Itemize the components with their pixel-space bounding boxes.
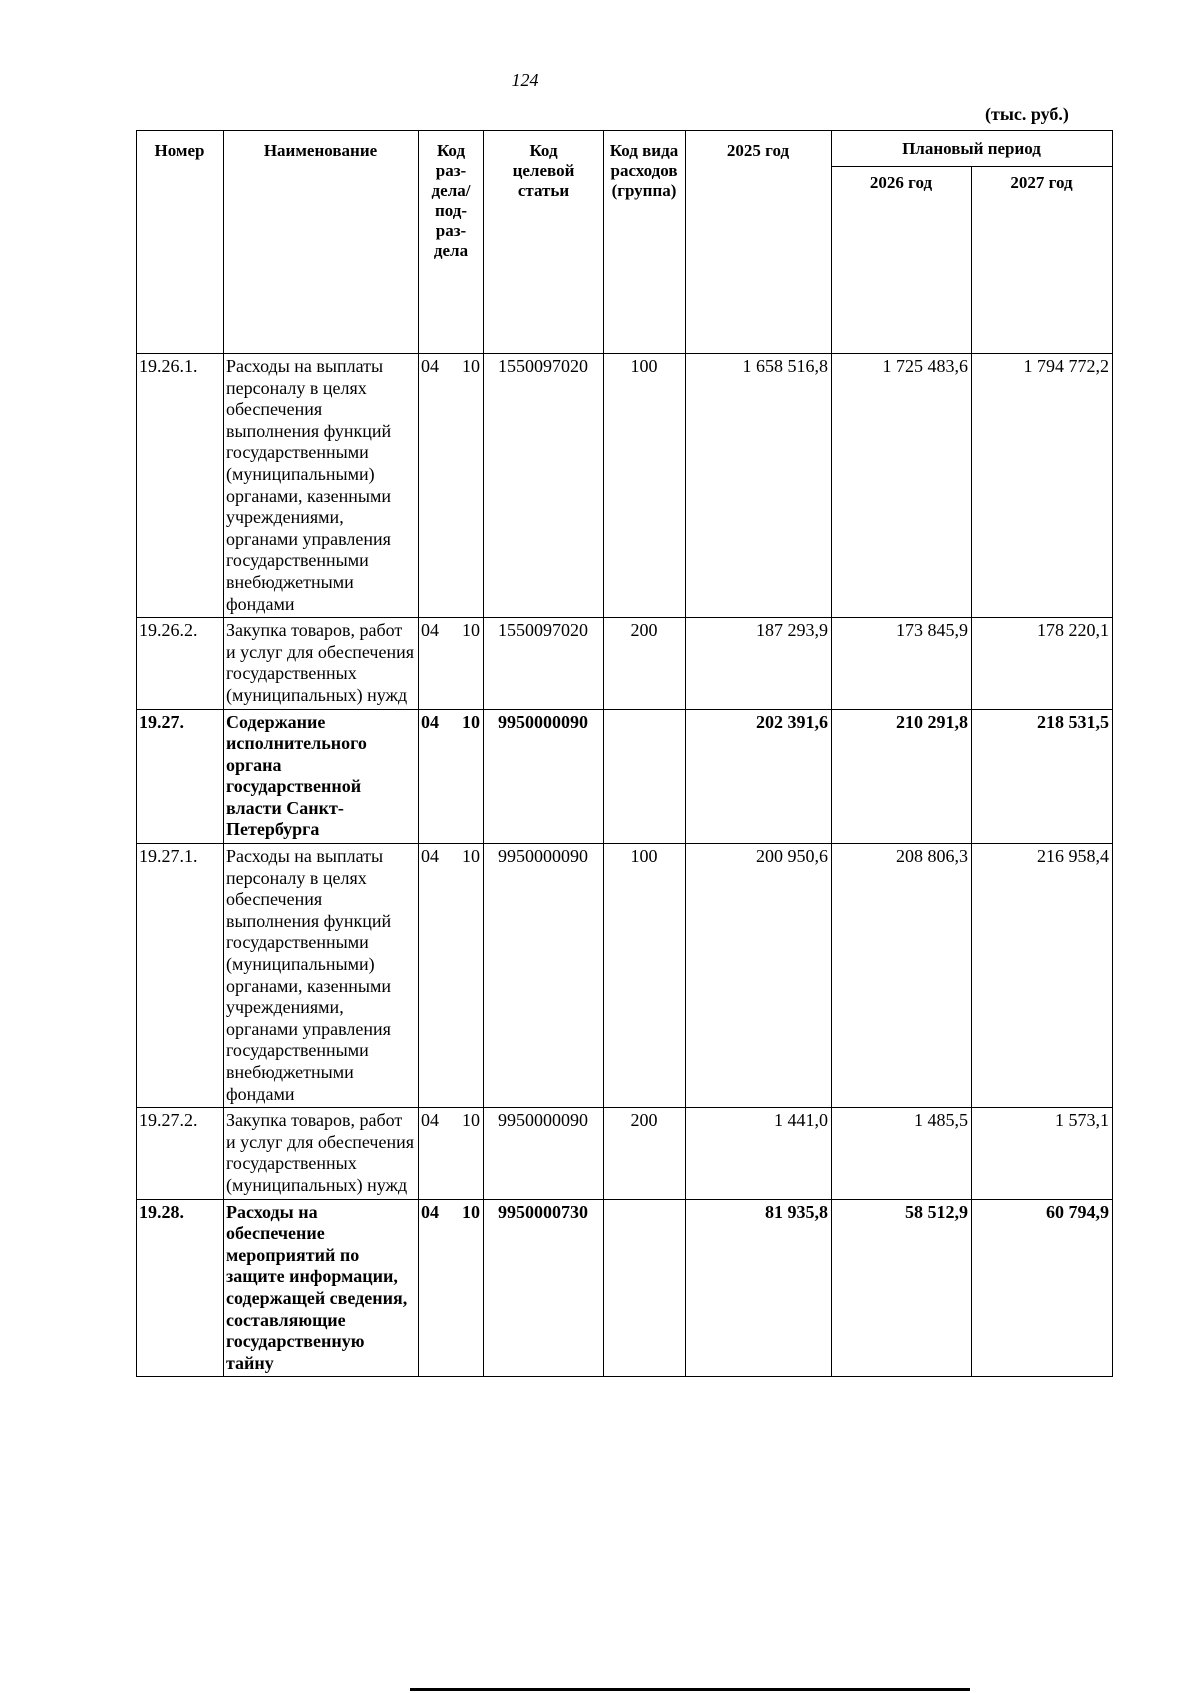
row-vr: 200	[604, 618, 686, 709]
row-nomer: 19.27.2.	[137, 1108, 224, 1199]
row-vr: 100	[604, 844, 686, 1108]
row-naim: Закупка товаров, работ и услуг для обеспечения государственных (муниципальных) нужд	[224, 618, 419, 709]
row-naim: Расходы на выплаты персоналу в целях обеспечения выполнения функций государственными (муниципальными) органами, казенными учреждениями, органами управления государственными внебюджетными фондами	[224, 844, 419, 1108]
page-number: 124	[511, 70, 539, 90]
row-razdel	[419, 1108, 484, 1199]
header-nomer: Номер	[137, 131, 224, 354]
row-rz: 04	[421, 846, 439, 867]
row-2026: 1 725 483,6	[832, 354, 972, 618]
row-2025: 1 441,0	[686, 1108, 832, 1199]
row-rz: 04	[421, 711, 439, 732]
row-2026: 173 845,9	[832, 618, 972, 709]
header-kod-vida: Код вида расходов (группа)	[604, 131, 686, 354]
row-rz: 04	[421, 1110, 439, 1131]
header-2025: 2025 год	[686, 131, 832, 354]
header-kod-statyi: Код целевой статьи	[484, 131, 604, 354]
units-label: (тыс. руб.)	[985, 104, 1069, 124]
row-2027: 1 573,1	[972, 1108, 1113, 1199]
row-2025: 81 935,8	[686, 1199, 832, 1377]
row-pr: 10	[462, 711, 480, 732]
header-naim: Наименование	[224, 131, 419, 354]
row-2025: 200 950,6	[686, 844, 832, 1108]
row-rz: 04	[421, 356, 439, 376]
row-pr: 10	[462, 620, 480, 641]
row-pr: 10	[462, 1110, 480, 1131]
row-2027: 60 794,9	[972, 1199, 1113, 1377]
row-razdel	[419, 354, 484, 618]
row-2027: 218 531,5	[972, 709, 1113, 844]
row-razdel	[419, 844, 484, 1108]
row-2025: 202 391,6	[686, 709, 832, 844]
row-2027: 216 958,4	[972, 844, 1113, 1108]
row-rz: 04	[421, 620, 439, 641]
row-2026: 208 806,3	[832, 844, 972, 1108]
header-2027: 2027 год	[972, 167, 1113, 354]
row-nomer: 19.27.	[137, 709, 224, 844]
row-2027: 1 794 772,2	[972, 354, 1113, 618]
table-row	[137, 709, 1113, 844]
row-2026: 58 512,9	[832, 1199, 972, 1377]
table-row	[137, 618, 1113, 709]
row-vr	[604, 709, 686, 844]
row-pr: 10	[462, 356, 480, 376]
row-naim: Расходы на обеспечение мероприятий по защите информации, содержащей сведения, составляющие государственную тайну	[224, 1199, 419, 1377]
row-nomer: 19.26.1.	[137, 354, 224, 618]
row-csr: 9950000090	[484, 844, 604, 1108]
row-vr	[604, 1199, 686, 1377]
row-nomer: 19.27.1.	[137, 844, 224, 1108]
header-row-1	[137, 131, 1113, 167]
row-csr: 9950000730	[484, 1199, 604, 1377]
row-nomer: 19.26.2.	[137, 618, 224, 709]
row-2025: 1 658 516,8	[686, 354, 832, 618]
budget-table	[136, 130, 1113, 1377]
row-2027: 178 220,1	[972, 618, 1113, 709]
bottom-rule	[410, 1688, 970, 1691]
row-rz: 04	[421, 1201, 439, 1222]
table-row	[137, 844, 1113, 1108]
row-2026: 1 485,5	[832, 1108, 972, 1199]
row-csr: 9950000090	[484, 709, 604, 844]
row-2026: 210 291,8	[832, 709, 972, 844]
table-row	[137, 1108, 1113, 1199]
header-kod-razdela: Код раз-дела/ под-раз-дела	[419, 131, 484, 354]
row-razdel	[419, 1199, 484, 1377]
row-pr: 10	[462, 1201, 480, 1222]
row-csr: 1550097020	[484, 354, 604, 618]
row-naim: Содержание исполнительного органа государственной власти Санкт-Петербурга	[224, 709, 419, 844]
header-2026: 2026 год	[832, 167, 972, 354]
row-csr: 9950000090	[484, 1108, 604, 1199]
row-vr: 100	[604, 354, 686, 618]
row-2025: 187 293,9	[686, 618, 832, 709]
table-row	[137, 1199, 1113, 1377]
header-plan-period: Плановый период	[832, 131, 1113, 167]
row-razdel	[419, 618, 484, 709]
row-naim: Расходы на выплаты персоналу в целях обеспечения выполнения функций государственными (муниципальными) органами, казенными учреждениями, органами управления государственными внебюджетными фондами	[224, 354, 419, 618]
table-row	[137, 354, 1113, 618]
row-razdel	[419, 709, 484, 844]
row-nomer: 19.28.	[137, 1199, 224, 1377]
row-csr: 1550097020	[484, 618, 604, 709]
row-pr: 10	[462, 846, 480, 867]
row-naim: Закупка товаров, работ и услуг для обеспечения государственных (муниципальных) нужд	[224, 1108, 419, 1199]
row-vr: 200	[604, 1108, 686, 1199]
